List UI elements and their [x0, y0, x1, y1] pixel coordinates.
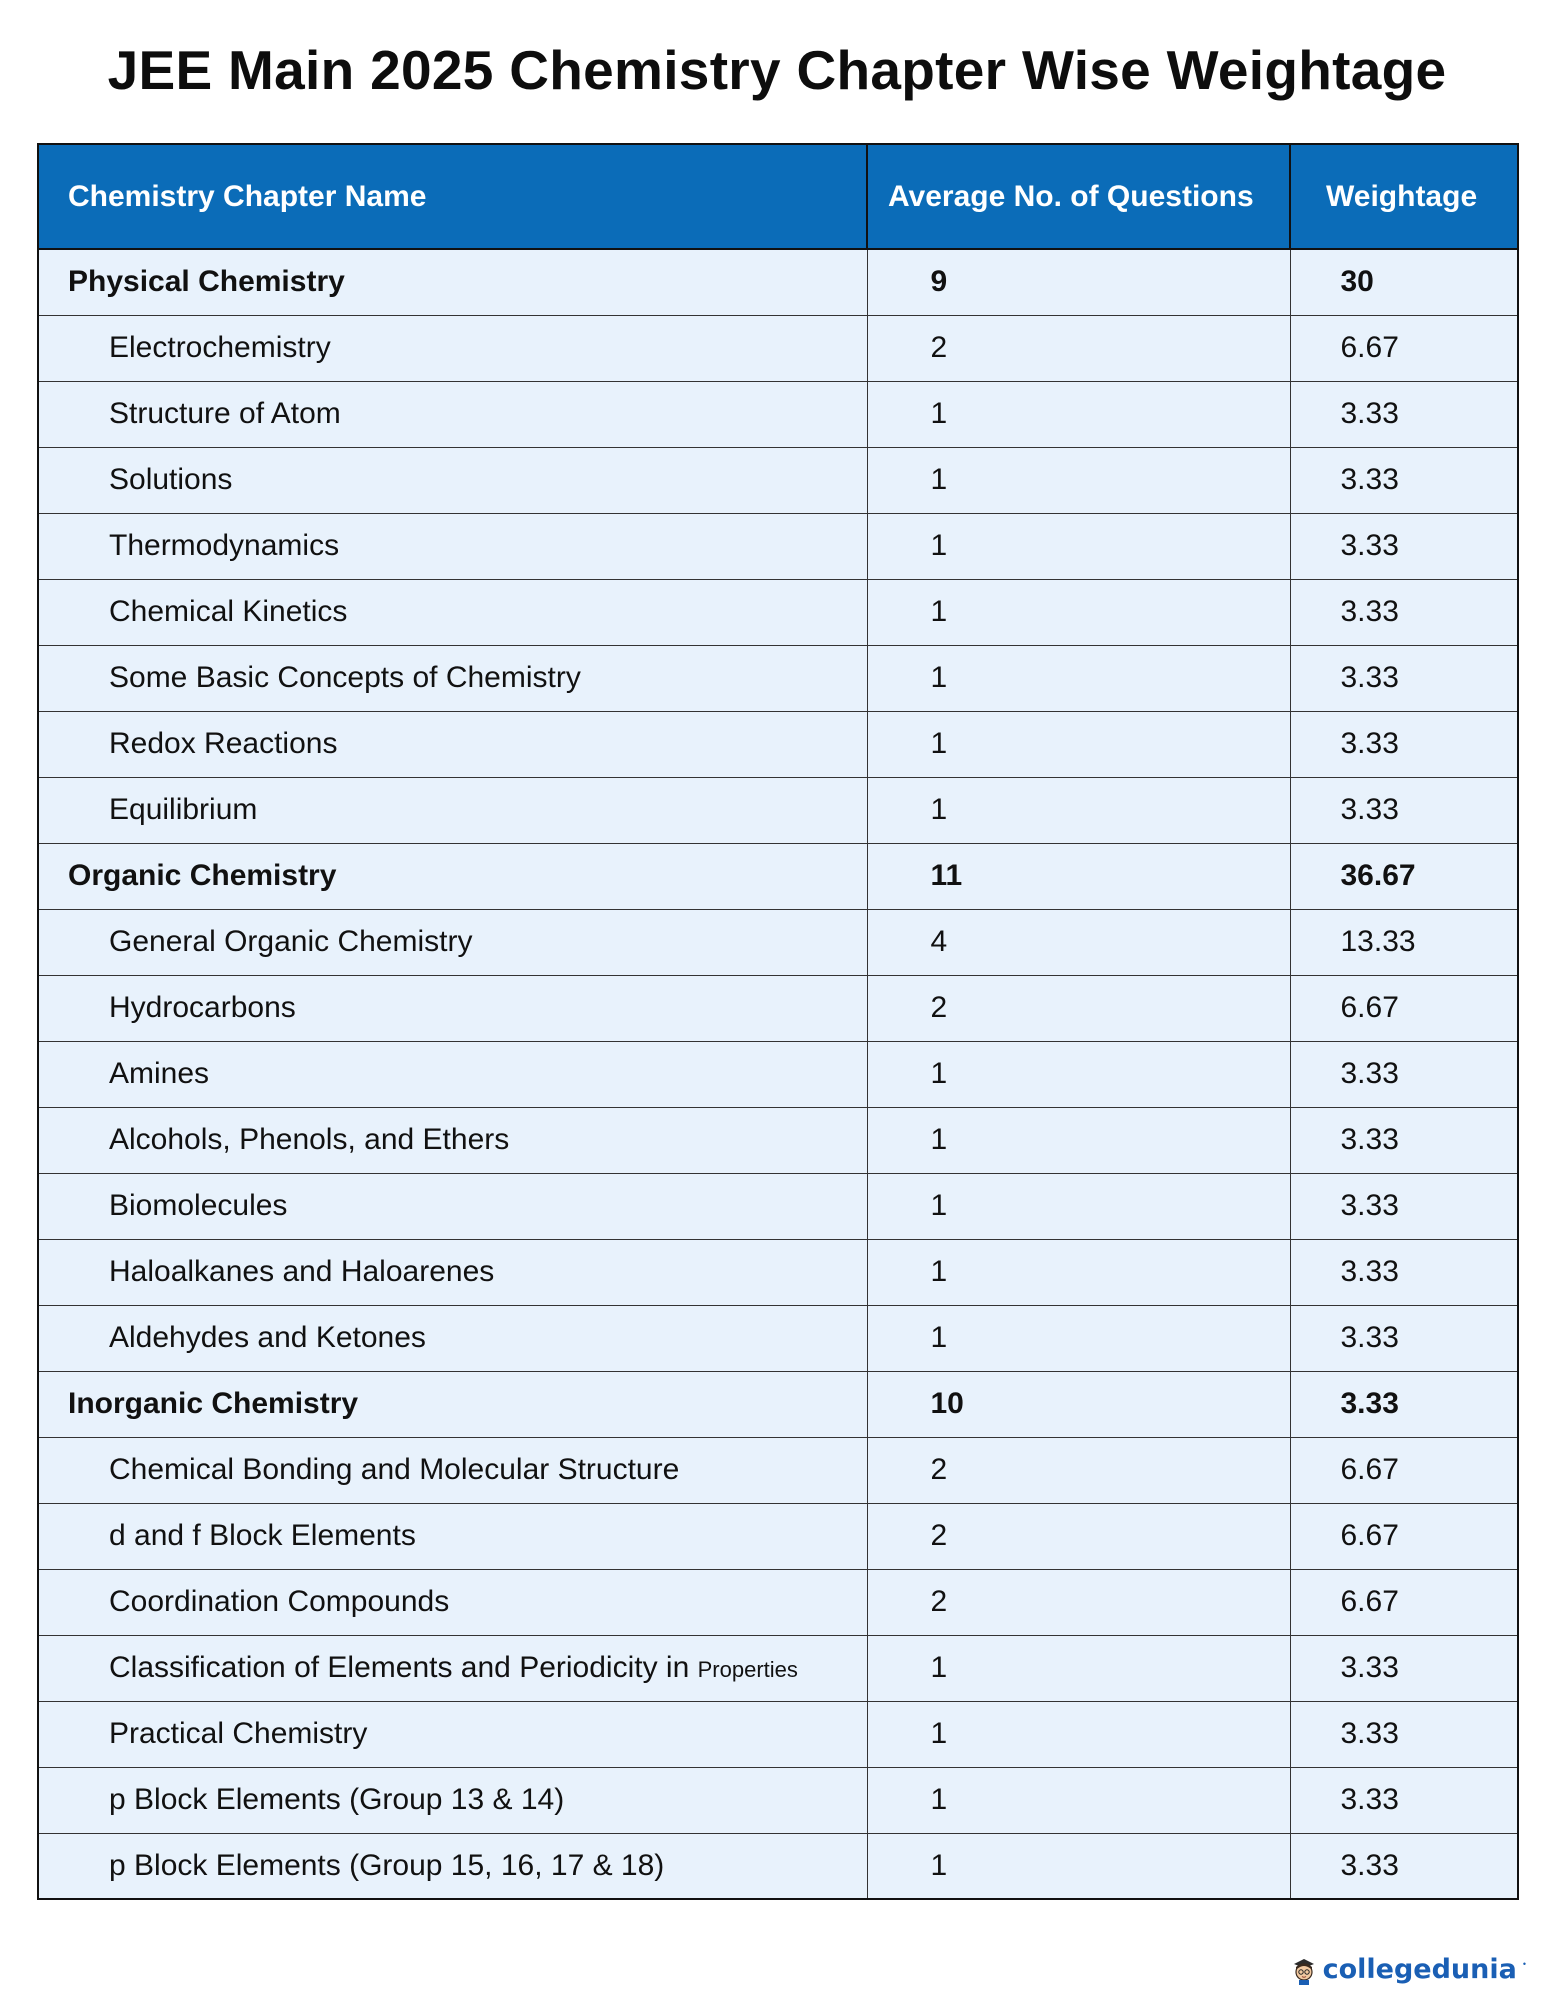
chapter-name-cell	[38, 1833, 867, 1899]
chapter-name-cell	[38, 1569, 867, 1635]
chapter-name-cell	[38, 1107, 867, 1173]
table-row	[38, 1503, 1518, 1569]
chapter-name-cell	[38, 645, 867, 711]
weightage-cell: 6.67	[1290, 1503, 1518, 1569]
average-questions-cell: 1	[867, 579, 1290, 645]
average-questions-cell: 1	[867, 447, 1290, 513]
average-questions-cell: 1	[867, 513, 1290, 579]
chapter-name: Thermodynamics	[109, 529, 340, 562]
chapter-name: Chemical Kinetics	[109, 595, 348, 628]
chapter-name: Structure of Atom	[109, 397, 341, 430]
chapter-name-cell	[38, 1371, 867, 1437]
average-questions-cell: 1	[867, 1305, 1290, 1371]
average-questions-cell: 2	[867, 1569, 1290, 1635]
chapter-name-cell	[38, 1437, 867, 1503]
weightage-cell: 3.33	[1290, 1701, 1518, 1767]
table-row	[38, 1569, 1518, 1635]
weightage-cell: 6.67	[1290, 315, 1518, 381]
average-questions-cell: 1	[867, 1767, 1290, 1833]
chapter-name: Inorganic Chemistry	[68, 1387, 359, 1420]
table-row	[38, 381, 1518, 447]
average-questions-cell: 1	[867, 645, 1290, 711]
table-row	[38, 777, 1518, 843]
section-row	[38, 843, 1518, 909]
chapter-name: d and f Block Elements	[109, 1519, 416, 1552]
table-row	[38, 711, 1518, 777]
logo-text: collegedunia	[1322, 1953, 1517, 1985]
average-questions-cell: 1	[867, 1173, 1290, 1239]
chapter-name-cell	[38, 1503, 867, 1569]
weightage-cell: 6.67	[1290, 975, 1518, 1041]
weightage-table	[37, 143, 1519, 1900]
weightage-cell: 3.33	[1290, 513, 1518, 579]
weightage-cell: 6.67	[1290, 1437, 1518, 1503]
weightage-cell: 3.33	[1290, 1305, 1518, 1371]
chapter-name: p Block Elements (Group 15, 16, 17 & 18)	[109, 1848, 665, 1882]
chapter-name-cell	[38, 447, 867, 513]
average-questions-cell: 1	[867, 1833, 1290, 1899]
table-row	[38, 579, 1518, 645]
chapter-name-cell	[38, 249, 867, 315]
chapter-name: Coordination Compounds	[109, 1585, 450, 1618]
chapter-name: Electrochemistry	[109, 331, 331, 364]
weightage-cell: 3.33	[1290, 1371, 1518, 1437]
table-row	[38, 1107, 1518, 1173]
weightage-cell: 36.67	[1290, 843, 1518, 909]
average-questions-cell: 2	[867, 975, 1290, 1041]
chapter-name-cell	[38, 381, 867, 447]
chapter-name-cell	[38, 579, 867, 645]
table-row	[38, 1635, 1518, 1701]
average-questions-cell: 2	[867, 1437, 1290, 1503]
average-questions-cell: 1	[867, 1701, 1290, 1767]
table-row	[38, 1833, 1518, 1899]
chapter-name: Amines	[109, 1057, 210, 1090]
weightage-cell: 3.33	[1290, 1767, 1518, 1833]
weightage-cell: 3.33	[1290, 1833, 1518, 1899]
chapter-name: Alcohols, Phenols, and Ethers	[109, 1123, 510, 1156]
average-questions-cell: 1	[867, 1041, 1290, 1107]
average-questions-cell: 1	[867, 1107, 1290, 1173]
weightage-cell: 3.33	[1290, 1173, 1518, 1239]
chapter-name: p Block Elements (Group 13 & 14)	[109, 1783, 565, 1816]
chapter-name-cell	[38, 513, 867, 579]
chapter-name-cell	[38, 909, 867, 975]
average-questions-cell: 11	[867, 843, 1290, 909]
chapter-name: Organic Chemistry	[68, 859, 337, 892]
average-questions-cell: 2	[867, 1503, 1290, 1569]
table-row	[38, 909, 1518, 975]
student-mascot-icon	[1291, 1953, 1317, 1985]
weightage-cell: 3.33	[1290, 579, 1518, 645]
chapter-name: Redox Reactions	[109, 727, 338, 760]
weightage-cell: 3.33	[1290, 777, 1518, 843]
average-questions-cell: 2	[867, 315, 1290, 381]
weightage-cell: 13.33	[1290, 909, 1518, 975]
chapter-name-cell	[38, 777, 867, 843]
chapter-name: Haloalkanes and Haloarenes	[109, 1255, 495, 1288]
chapter-name: Practical Chemistry	[109, 1717, 368, 1750]
table-row	[38, 1041, 1518, 1107]
chapter-name: Aldehydes and Ketones	[109, 1321, 426, 1354]
header-average-questions: Average No. of Questions	[867, 144, 1290, 249]
weightage-cell: 3.33	[1290, 711, 1518, 777]
chapter-name: Physical Chemistry	[68, 265, 345, 299]
table-row	[38, 1239, 1518, 1305]
average-questions-cell: 4	[867, 909, 1290, 975]
average-questions-cell: 1	[867, 381, 1290, 447]
average-questions-cell: 1	[867, 1635, 1290, 1701]
chapter-name-cell	[38, 1239, 867, 1305]
chapter-name: Some Basic Concepts of Chemistry	[109, 661, 581, 694]
chapter-name-cell	[38, 843, 867, 909]
collegedunia-logo: collegedunia •	[1291, 1953, 1526, 1985]
average-questions-cell: 9	[867, 249, 1290, 315]
weightage-cell: 3.33	[1290, 1635, 1518, 1701]
chapter-name-cell	[38, 315, 867, 381]
table-header-row	[38, 144, 1518, 249]
chapter-name: Biomolecules	[109, 1189, 288, 1222]
chapter-name-cell	[38, 1767, 867, 1833]
chapter-name-cell	[38, 1173, 867, 1239]
section-row	[38, 249, 1518, 315]
chapter-name: Chemical Bonding and Molecular Structure	[109, 1453, 680, 1486]
weightage-cell: 3.33	[1290, 1041, 1518, 1107]
average-questions-cell: 1	[867, 777, 1290, 843]
chapter-name-cell	[38, 1635, 867, 1701]
table-row	[38, 1767, 1518, 1833]
weightage-cell: 30	[1290, 249, 1518, 315]
table-row	[38, 1437, 1518, 1503]
chapter-name: Equilibrium	[109, 793, 258, 826]
chapter-name-cell	[38, 1701, 867, 1767]
weightage-cell: 3.33	[1290, 1239, 1518, 1305]
table-row	[38, 447, 1518, 513]
table-row	[38, 645, 1518, 711]
average-questions-cell: 10	[867, 1371, 1290, 1437]
average-questions-cell: 1	[867, 1239, 1290, 1305]
chapter-name-cell	[38, 711, 867, 777]
chapter-name-cell	[38, 1041, 867, 1107]
weightage-cell: 3.33	[1290, 645, 1518, 711]
header-chapter-name: Chemistry Chapter Name	[38, 144, 867, 249]
table-row	[38, 315, 1518, 381]
table-row	[38, 513, 1518, 579]
section-row	[38, 1371, 1518, 1437]
weightage-cell: 6.67	[1290, 1569, 1518, 1635]
table-row	[38, 1701, 1518, 1767]
weightage-cell: 3.33	[1290, 1107, 1518, 1173]
chapter-name-cell	[38, 1305, 867, 1371]
table-row	[38, 1305, 1518, 1371]
header-weightage: Weightage	[1290, 144, 1518, 249]
chapter-name-cell	[38, 975, 867, 1041]
chapter-name: Hydrocarbons	[109, 991, 296, 1024]
chapter-name: Solutions	[109, 463, 233, 496]
table-row	[38, 1173, 1518, 1239]
average-questions-cell: 1	[867, 711, 1290, 777]
weightage-cell: 3.33	[1290, 381, 1518, 447]
chapter-name: Classification of Elements and Periodicity in	[109, 1651, 690, 1684]
chapter-name: General Organic Chemistry	[109, 925, 473, 958]
page-title: JEE Main 2025 Chemistry Chapter Wise Weightage	[107, 39, 1447, 101]
weightage-cell: 3.33	[1290, 447, 1518, 513]
chapter-name-suffix: Properties	[697, 1657, 798, 1682]
table-row	[38, 975, 1518, 1041]
